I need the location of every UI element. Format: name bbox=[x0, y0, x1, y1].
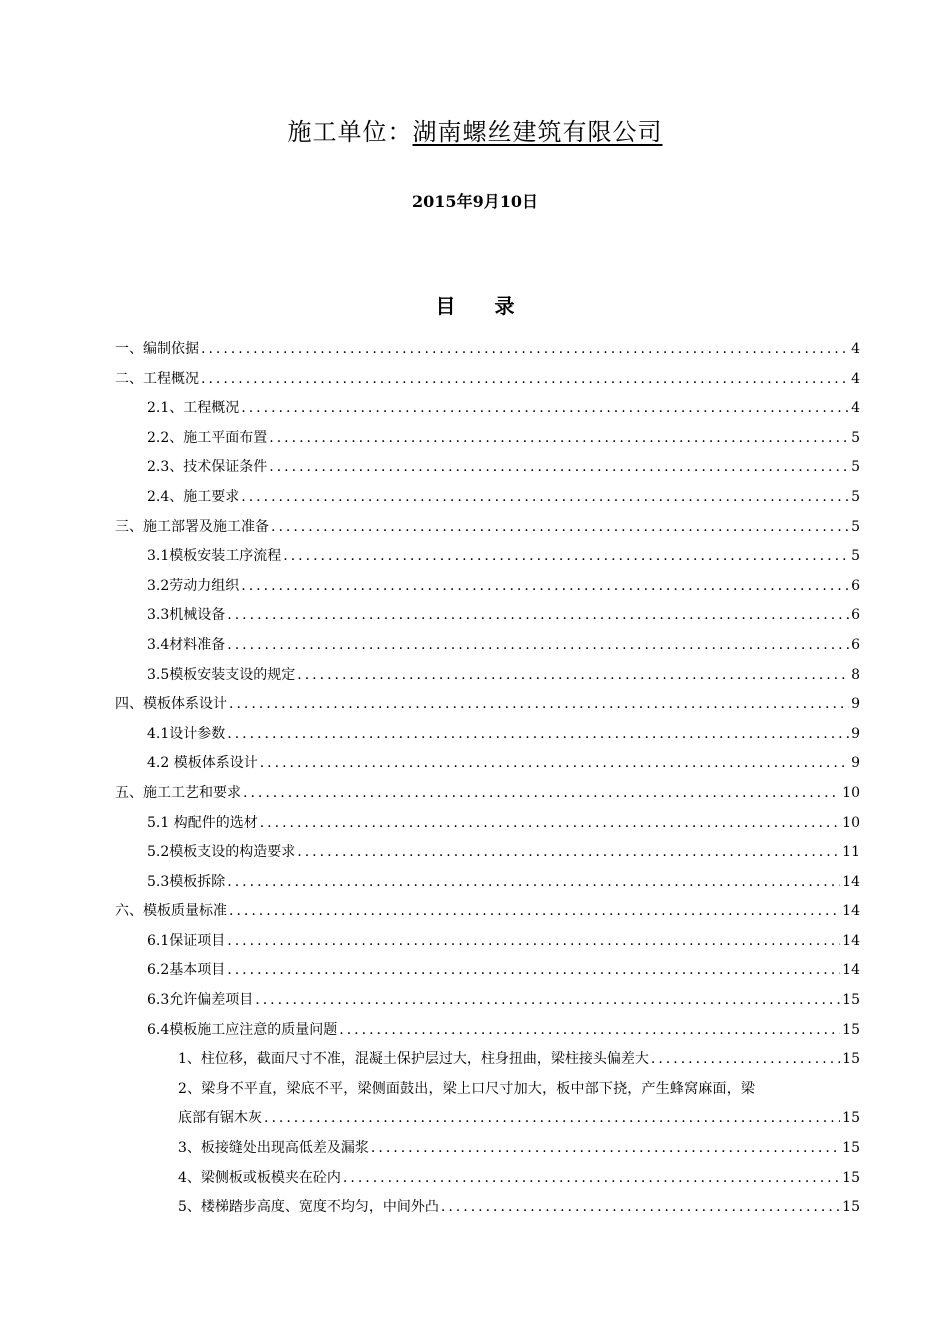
toc-leader-dots bbox=[227, 631, 849, 661]
toc-entry-text: 2.4、施工要求 bbox=[147, 488, 240, 505]
toc-entry-text: 2.3、技术保证条件 bbox=[147, 459, 268, 476]
toc-page-number: 15 bbox=[842, 1051, 860, 1068]
toc-page-number: 15 bbox=[842, 1199, 860, 1216]
toc-entry-text: 6.4模板施工应注意的质量问题 bbox=[147, 1021, 338, 1038]
toc-leader-dots bbox=[227, 927, 840, 957]
toc-entry[interactable] bbox=[115, 927, 860, 957]
toc-entry-text: 3.1模板安装工序流程 bbox=[147, 548, 282, 565]
toc-leader-dots bbox=[255, 986, 840, 1016]
toc-page-number: 14 bbox=[842, 873, 860, 890]
company-line bbox=[0, 112, 950, 147]
toc-page-number: 15 bbox=[842, 1110, 860, 1127]
toc-entry-text: 5.1 构配件的选材 bbox=[147, 814, 258, 831]
toc-entry[interactable] bbox=[115, 1134, 860, 1164]
toc-page-number: 10 bbox=[842, 814, 860, 831]
toc-entry[interactable] bbox=[115, 720, 860, 750]
toc-entry-text: 二、工程概况 bbox=[115, 370, 199, 387]
toc-leader-dots bbox=[227, 956, 840, 986]
company-name: 湖南螺丝建筑有限公司 bbox=[412, 118, 663, 146]
company-label: 施工单位： bbox=[287, 118, 413, 146]
toc-leader-dots bbox=[264, 1104, 840, 1134]
table-of-contents bbox=[115, 335, 860, 1223]
toc-leader-dots bbox=[283, 542, 849, 572]
toc-page-number: 6 bbox=[851, 636, 860, 653]
toc-page-number: 15 bbox=[842, 1169, 860, 1186]
toc-entry[interactable] bbox=[115, 1164, 860, 1194]
toc-page-number: 15 bbox=[842, 1021, 860, 1038]
toc-page-number: 5 bbox=[851, 488, 860, 505]
toc-entry[interactable] bbox=[115, 483, 860, 513]
toc-leader-dots bbox=[241, 572, 849, 602]
toc-entry[interactable] bbox=[115, 365, 860, 395]
toc-page-number: 4 bbox=[851, 400, 860, 417]
toc-entry-text: 一、编制依据 bbox=[115, 341, 199, 357]
toc-title: 目 录 bbox=[435, 294, 531, 318]
toc-entry[interactable] bbox=[115, 986, 860, 1016]
toc-entry[interactable] bbox=[115, 809, 860, 839]
toc-leader-dots bbox=[243, 779, 840, 809]
toc-entry[interactable] bbox=[115, 542, 860, 572]
toc-leader-dots bbox=[241, 394, 849, 424]
toc-leader-dots bbox=[271, 513, 849, 543]
toc-page-number: 5 bbox=[851, 548, 860, 565]
toc-entry[interactable] bbox=[115, 1045, 860, 1075]
toc-entry-text: 3.4材料准备 bbox=[147, 636, 226, 653]
toc-page-number: 5 bbox=[851, 429, 860, 446]
toc-page-number: 9 bbox=[851, 755, 860, 772]
toc-entry[interactable] bbox=[115, 513, 860, 543]
toc-page-number: 4 bbox=[851, 341, 860, 357]
toc-entry[interactable] bbox=[115, 868, 860, 898]
toc-leader-dots bbox=[227, 868, 840, 898]
toc-page-number: 4 bbox=[851, 370, 860, 387]
toc-leader-dots bbox=[297, 838, 840, 868]
toc-entry[interactable] bbox=[115, 661, 860, 691]
toc-entry[interactable] bbox=[115, 572, 860, 602]
toc-entry[interactable] bbox=[115, 779, 860, 809]
toc-leader-dots bbox=[297, 661, 849, 691]
toc-entry-text: 4.1设计参数 bbox=[147, 725, 226, 742]
toc-entry-text: 六、模板质量标准 bbox=[115, 903, 227, 920]
toc-entry-text: 底部有锯木灰 bbox=[178, 1110, 262, 1127]
toc-entry-text: 4、梁侧板或板模夹在砼内 bbox=[178, 1169, 341, 1186]
toc-entry[interactable] bbox=[115, 690, 860, 720]
toc-entry[interactable] bbox=[115, 335, 860, 365]
toc-entry-text: 3.2劳动力组织 bbox=[147, 577, 240, 594]
toc-entry-text: 2.1、工程概况 bbox=[147, 400, 240, 417]
toc-leader-dots bbox=[651, 1045, 840, 1075]
toc-entry[interactable] bbox=[115, 424, 860, 454]
toc-entry[interactable] bbox=[115, 838, 860, 868]
toc-leader-dots bbox=[339, 1016, 840, 1046]
toc-page-number: 5 bbox=[851, 518, 860, 535]
toc-leader-dots bbox=[229, 897, 840, 927]
toc-entry[interactable] bbox=[115, 1104, 860, 1134]
toc-leader-dots bbox=[269, 453, 849, 483]
toc-leader-dots bbox=[371, 1134, 840, 1164]
toc-entry[interactable] bbox=[115, 956, 860, 986]
toc-leader-dots bbox=[227, 720, 849, 750]
toc-entry[interactable] bbox=[115, 453, 860, 483]
toc-entry[interactable] bbox=[115, 749, 860, 779]
toc-entry-text: 四、模板体系设计 bbox=[115, 696, 227, 713]
toc-entry-text: 4.2 模板体系设计 bbox=[147, 755, 258, 772]
toc-page-number: 14 bbox=[842, 903, 860, 920]
toc-entry-text: 3.3机械设备 bbox=[147, 607, 226, 624]
toc-entry-text: 3.5模板安装支设的规定 bbox=[147, 666, 296, 683]
toc-entry-text-line1[interactable]: 2、梁身不平直，梁底不平，梁侧面鼓出，梁上口尺寸加大，板中部下挠，产生蜂窝麻面，梁 bbox=[178, 1080, 756, 1097]
toc-entry-text: 6.3允许偏差项目 bbox=[147, 992, 254, 1009]
toc-entry[interactable] bbox=[115, 1016, 860, 1046]
toc-leader-dots bbox=[441, 1193, 840, 1223]
toc-entry-text: 五、施工工艺和要求 bbox=[115, 784, 241, 801]
toc-entry[interactable] bbox=[115, 1193, 860, 1223]
document-date: 2015年9月10日 bbox=[412, 192, 538, 211]
toc-leader-dots bbox=[229, 690, 849, 720]
toc-page-number: 11 bbox=[842, 844, 860, 861]
toc-leader-dots bbox=[269, 424, 849, 454]
toc-entry[interactable] bbox=[115, 897, 860, 927]
toc-page-number: 14 bbox=[842, 962, 860, 979]
toc-entry-text: 5.3模板拆除 bbox=[147, 873, 226, 890]
toc-entry-text: 5.2模板支设的构造要求 bbox=[147, 844, 296, 861]
toc-leader-dots bbox=[227, 601, 849, 631]
toc-page-number: 6 bbox=[851, 577, 860, 594]
toc-page-number: 9 bbox=[851, 696, 860, 713]
toc-entry-text: 6.2基本项目 bbox=[147, 962, 226, 979]
toc-leader-dots bbox=[260, 809, 840, 839]
toc-entry-text: 6.1保证项目 bbox=[147, 932, 226, 949]
toc-page-number: 10 bbox=[842, 784, 860, 801]
toc-entry-text: 5、楼梯踏步高度、宽度不均匀，中间外凸 bbox=[178, 1199, 439, 1216]
toc-entry-text: 3、板接缝处出现高低差及漏浆 bbox=[178, 1140, 369, 1157]
toc-entry-text: 2.2、施工平面布置 bbox=[147, 429, 268, 446]
toc-entry[interactable] bbox=[115, 631, 860, 661]
toc-page-number: 15 bbox=[842, 992, 860, 1009]
toc-page-number: 8 bbox=[851, 666, 860, 683]
toc-entry[interactable] bbox=[115, 394, 860, 424]
toc-leader-dots bbox=[343, 1164, 840, 1194]
toc-page-number: 14 bbox=[842, 932, 860, 949]
toc-leader-dots bbox=[201, 365, 849, 395]
toc-page-number: 5 bbox=[851, 459, 860, 476]
toc-leader-dots bbox=[260, 749, 849, 779]
toc-entry-text: 1、柱位移，截面尺寸不准，混凝土保护层过大，柱身扭曲，梁柱接头偏差大 bbox=[178, 1051, 649, 1068]
toc-page-number: 6 bbox=[851, 607, 860, 624]
toc-leader-dots bbox=[201, 335, 849, 365]
toc-page-number: 9 bbox=[851, 725, 860, 742]
toc-entry[interactable] bbox=[115, 601, 860, 631]
toc-leader-dots bbox=[241, 483, 849, 513]
toc-entry-text: 三、施工部署及施工准备 bbox=[115, 518, 269, 535]
toc-page-number: 15 bbox=[842, 1140, 860, 1157]
